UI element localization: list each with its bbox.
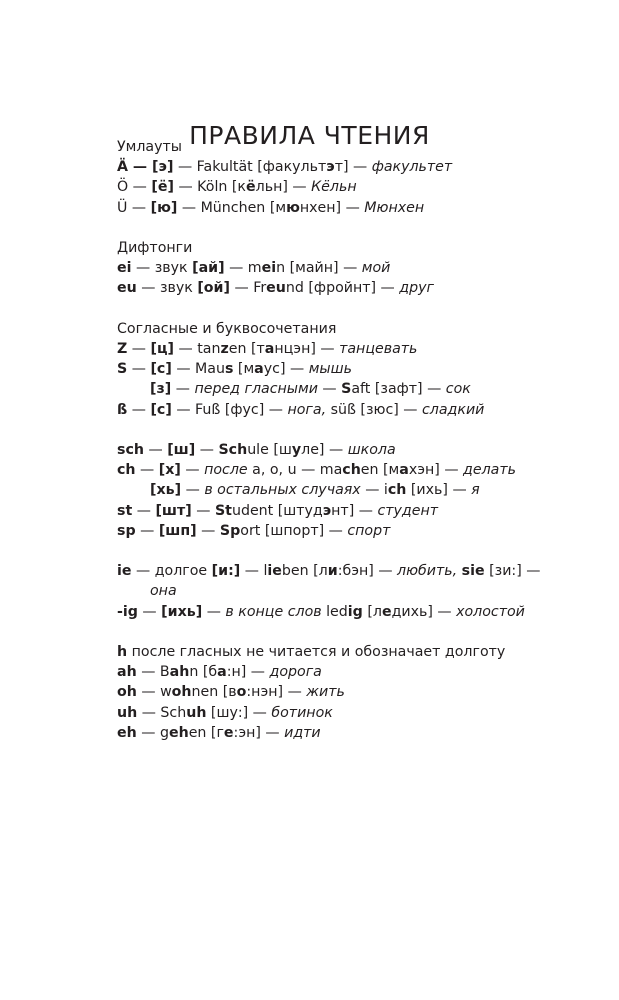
rule-section <box>117 561 587 622</box>
bold-text: [и:] <box>211 563 241 580</box>
text: en [г <box>188 724 224 741</box>
text: — München [м <box>177 199 287 216</box>
rule-line <box>117 561 587 581</box>
bold-text: sch <box>117 442 144 458</box>
italic-text: студент <box>377 502 438 519</box>
italic-text: дорога <box>269 664 322 681</box>
text: — B <box>136 664 170 681</box>
text: a, o, u — ma <box>247 462 343 479</box>
bold-text: eu <box>117 280 137 297</box>
bold-text: Sp <box>219 522 241 539</box>
rule-line <box>117 278 587 298</box>
bold-text: ß <box>117 401 128 418</box>
text: — <box>137 603 162 620</box>
text: Ü — <box>117 199 151 216</box>
text: — Sch <box>137 704 187 721</box>
bold-text: [ой] <box>197 280 230 297</box>
section-heading: Дифтонги <box>117 240 193 256</box>
bold-text: [ш] <box>167 442 196 458</box>
bold-text: z <box>220 341 229 357</box>
text: — звук <box>131 260 193 277</box>
text: — m <box>224 260 262 277</box>
text: — <box>143 442 168 458</box>
text: n [б <box>189 664 218 681</box>
bold-text: uh <box>117 704 138 721</box>
bold-text: sp <box>117 522 136 539</box>
rule-line <box>117 642 587 662</box>
bold-text: [ю] <box>150 199 178 216</box>
rule-section <box>117 319 587 420</box>
text: — <box>195 442 219 458</box>
rule-line <box>117 662 587 682</box>
italic-text: мой <box>361 260 391 277</box>
italic-text: сладкий <box>422 401 485 418</box>
text: — <box>135 462 159 479</box>
bold-text: ch <box>342 462 361 479</box>
text: — <box>196 522 220 539</box>
rule-line <box>117 703 587 723</box>
italic-text: Мюнхен <box>364 199 425 216</box>
text: udent [штуд <box>231 502 323 519</box>
text: — <box>202 603 226 620</box>
text: — Fuß [фус] — <box>171 401 288 418</box>
bold-text: а <box>264 341 275 357</box>
rule-line <box>117 480 587 500</box>
bold-text: а <box>217 664 227 681</box>
bold-text: е <box>223 724 234 741</box>
bold-text: э <box>322 502 332 519</box>
rule-line <box>117 723 587 743</box>
bold-text: -ig <box>117 603 138 620</box>
section-heading: Согласные и буквосочетания <box>117 320 337 337</box>
text: ule [ш <box>247 442 292 458</box>
bold-text: а <box>254 361 264 378</box>
reading-rules-content <box>117 137 587 763</box>
bold-text: [з] <box>150 381 172 398</box>
bold-text: [ихь] <box>161 603 203 620</box>
rule-line <box>117 157 587 177</box>
text: ле] — <box>301 442 348 458</box>
rule-section <box>117 137 587 218</box>
text: — <box>191 502 215 519</box>
text: т] — <box>334 159 372 176</box>
section-heading: Умлауты <box>117 139 182 155</box>
rule-line <box>117 581 587 601</box>
text: — долгое <box>131 563 212 580</box>
text: нхен] — <box>299 199 365 216</box>
page-title: ПРАВИЛА ЧТЕНИЯ <box>189 120 430 150</box>
text: nd [фройнт] — <box>285 280 400 297</box>
bold-text: ch <box>117 462 136 479</box>
italic-text: я <box>471 482 480 499</box>
bold-text: h <box>117 644 128 660</box>
text: — звук <box>136 280 198 297</box>
text: aft [зафт] — <box>351 381 446 398</box>
bold-text: ei <box>117 260 132 277</box>
bold-text: [с] <box>150 401 172 418</box>
text: [шу:] — <box>206 704 272 721</box>
text: süß [зюс] — <box>326 401 422 418</box>
rule-line <box>117 602 587 622</box>
text: [ихь] — <box>406 482 472 499</box>
text: :нэн] — <box>246 684 307 701</box>
bold-text: sie <box>461 563 485 580</box>
text: [м <box>233 361 255 378</box>
text: Ö — <box>117 179 152 196</box>
italic-text: в конце слов <box>225 603 322 620</box>
bold-text: [х] <box>158 462 181 479</box>
text: хэн] — <box>408 462 464 479</box>
bold-text: oh <box>117 684 137 701</box>
italic-text: ботинок <box>271 704 333 721</box>
italic-text: в остальных случаях <box>204 482 361 499</box>
rule-line <box>117 258 587 278</box>
bold-text: ch <box>387 482 407 499</box>
italic-text: нога, <box>287 401 327 418</box>
text: ort [шпорт] — <box>240 522 348 539</box>
text: n [майн] — <box>276 260 362 277</box>
bold-text: eu <box>266 280 286 297</box>
text: — w <box>136 684 172 701</box>
rule-section <box>117 642 587 743</box>
bold-text: [с] <box>150 361 172 378</box>
bold-text: [ц] <box>150 341 174 357</box>
bold-text: о <box>236 684 247 701</box>
bold-text: ie <box>117 563 132 580</box>
bold-text: ah <box>169 664 190 681</box>
rule-line <box>117 379 587 399</box>
text: [л <box>362 603 382 620</box>
text: :эн] — <box>233 724 285 741</box>
italic-text: любить, <box>397 563 458 580</box>
text: — i <box>360 482 388 499</box>
bold-text: ig <box>347 603 363 620</box>
rule-section <box>117 238 587 299</box>
bold-text: Sch <box>218 442 248 458</box>
text: nen [в <box>191 684 237 701</box>
italic-text: факультет <box>371 159 453 176</box>
text: нт] — <box>331 502 378 519</box>
text: нцэн] — <box>274 341 340 357</box>
bold-text: [ё] <box>151 179 174 196</box>
text: en [т <box>228 341 265 357</box>
bold-text: s <box>224 361 234 378</box>
italic-text: сок <box>445 381 471 398</box>
text: — <box>317 381 342 398</box>
bold-text: eh <box>117 724 137 741</box>
text: — g <box>136 724 169 741</box>
text: — <box>135 522 159 539</box>
rule-line <box>117 682 587 702</box>
rule-line <box>117 339 587 359</box>
italic-text: жить <box>306 684 345 701</box>
text: — <box>127 361 151 378</box>
text: — Köln [к <box>173 179 247 196</box>
rule-line <box>117 521 587 541</box>
bold-text: Ä — [э] <box>117 159 174 176</box>
bold-text: [хь] <box>150 482 182 499</box>
bold-text: ё <box>246 179 256 196</box>
bold-text: э <box>326 159 335 176</box>
text: льн] — <box>255 179 312 196</box>
bold-text: ю <box>286 199 300 216</box>
text: led <box>321 603 348 620</box>
text: — <box>127 341 151 357</box>
bold-text: Z <box>117 341 128 357</box>
text: — Mau <box>171 361 225 378</box>
italic-text: после <box>204 462 248 479</box>
bold-text: ie <box>267 563 282 580</box>
rule-line <box>117 501 587 521</box>
bold-text: [шп] <box>158 522 197 539</box>
italic-text: делать <box>463 462 516 479</box>
text: — Fr <box>229 280 267 297</box>
text: ben [л <box>281 563 328 580</box>
bold-text: st <box>117 502 133 519</box>
bold-text: у <box>291 442 302 458</box>
italic-text: она <box>150 583 177 600</box>
text: :бэн] — <box>337 563 398 580</box>
bold-text: ah <box>117 664 137 681</box>
bold-text: [шт] <box>155 502 192 519</box>
bold-text: ei <box>261 260 277 277</box>
text: :н] — <box>226 664 270 681</box>
rule-line <box>117 460 587 480</box>
italic-text: друг <box>399 280 434 297</box>
rule-line <box>117 440 587 460</box>
text: — <box>132 502 156 519</box>
italic-text: идти <box>284 724 321 741</box>
text: — <box>180 462 205 479</box>
italic-text: спорт <box>347 522 391 539</box>
bold-text: S <box>117 361 128 378</box>
text: после гласных не читается и обозначает долготу <box>127 644 506 660</box>
bold-text: а <box>399 462 409 479</box>
text: — tan <box>174 341 221 357</box>
italic-text: Кёльн <box>311 179 357 196</box>
italic-text: холостой <box>456 603 525 620</box>
text: — <box>181 482 205 499</box>
rule-line <box>117 198 587 218</box>
rule-line <box>117 400 587 420</box>
italic-text: танцевать <box>339 341 418 357</box>
italic-text: школа <box>347 442 396 458</box>
rule-line <box>117 177 587 197</box>
text: en [м <box>360 462 400 479</box>
text: — l <box>240 563 268 580</box>
text: [зи:] — <box>484 563 541 580</box>
bold-text: е <box>381 603 392 620</box>
italic-text: перед гласными <box>194 381 318 398</box>
bold-text: oh <box>171 684 192 701</box>
rule-section <box>117 440 587 541</box>
text: — Fakultät [факульт <box>173 159 327 176</box>
bold-text: eh <box>168 724 189 741</box>
bold-text: St <box>214 502 232 519</box>
italic-text: мышь <box>308 361 352 378</box>
text: ус] — <box>263 361 309 378</box>
text: дихь] — <box>391 603 457 620</box>
bold-text: S <box>341 381 352 398</box>
bold-text: [ай] <box>192 260 225 277</box>
text: — <box>127 401 151 418</box>
rule-line <box>117 359 587 379</box>
text: — <box>171 381 195 398</box>
bold-text: uh <box>186 704 207 721</box>
bold-text: и <box>327 563 338 580</box>
